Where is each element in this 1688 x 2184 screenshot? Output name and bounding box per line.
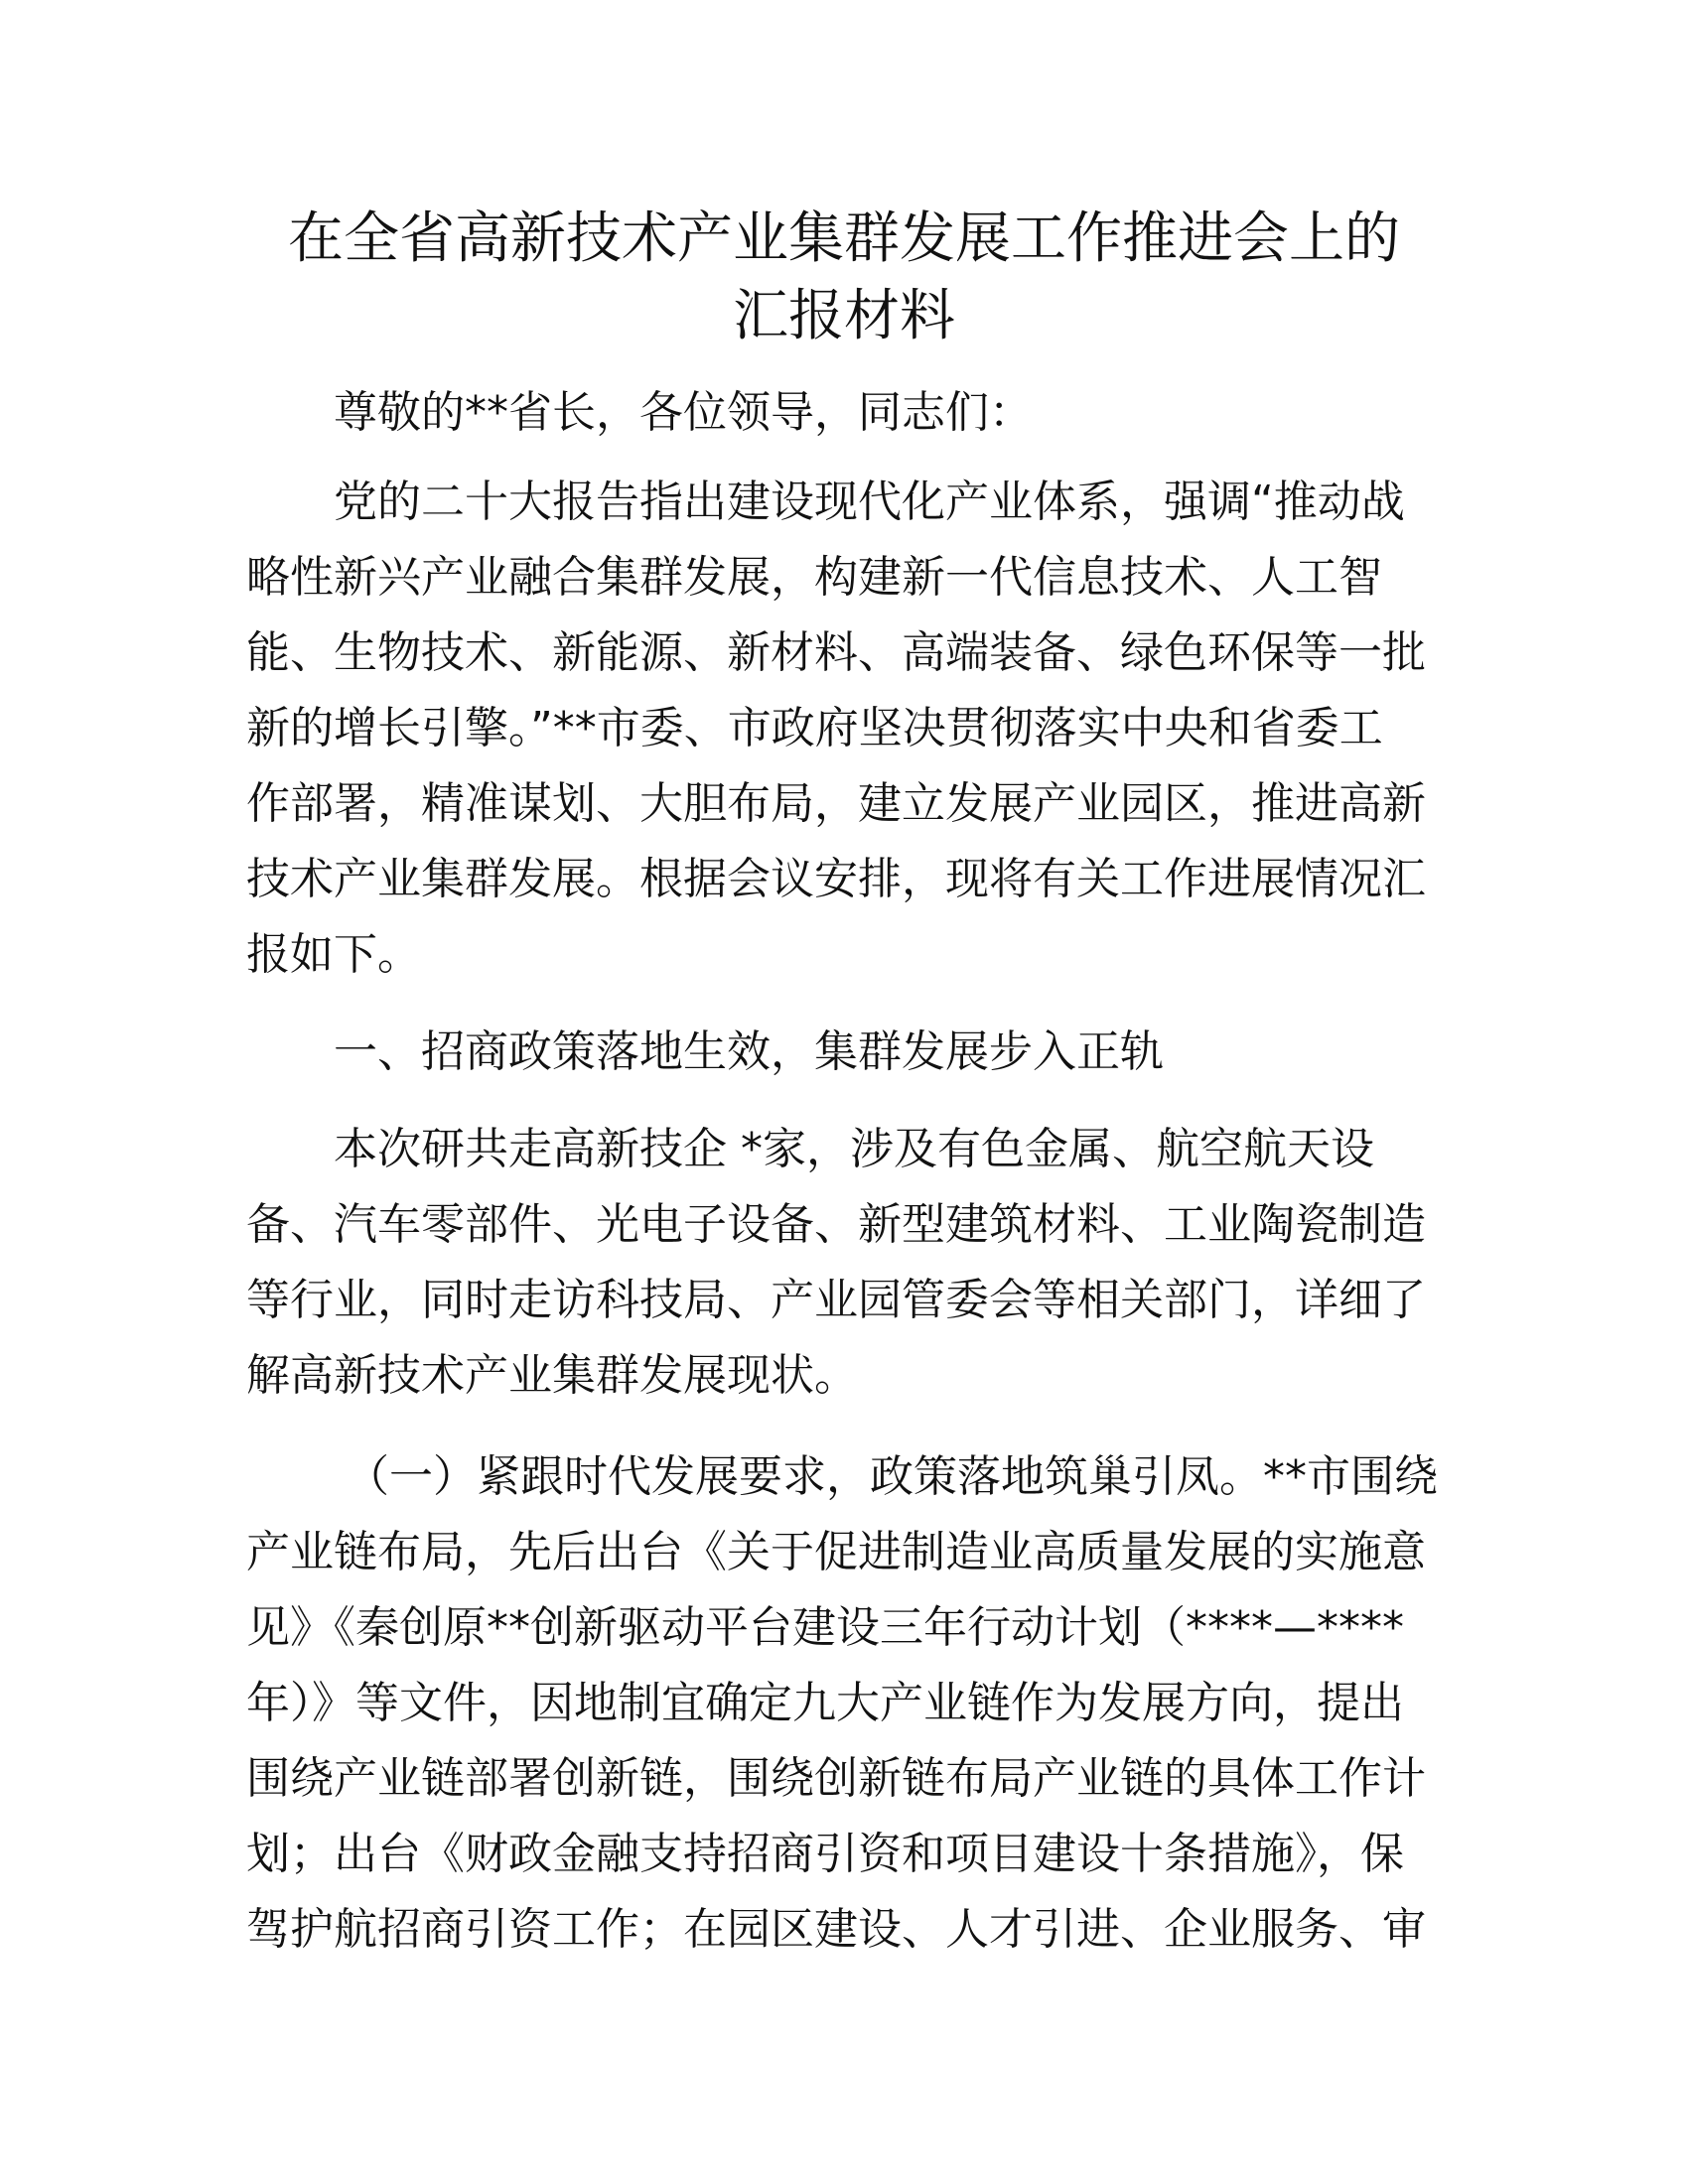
paragraph-1-line: 新的增长引擎。”**市委、市政府坚决贯彻落实中央和省委工 <box>246 703 1383 753</box>
document-title-line-1: 在全省高新技术产业集群发展工作推进会上的 <box>288 206 1400 271</box>
paragraph-1-line: 党的二十大报告指出建设现代化产业体系，强调“推动战 <box>334 477 1405 527</box>
paragraph-1-line: 能、生物技术、新能源、新材料、高端装备、绿色环保等一批 <box>246 627 1426 678</box>
paragraph-2-line: 本次研共走高新技企 *家，涉及有色金属、航空航天设 <box>334 1124 1374 1174</box>
document-title-line-2: 汇报材料 <box>733 284 955 348</box>
section-heading: 一、招商政策落地生效，集群发展步入正轨 <box>334 1026 1164 1077</box>
paragraph-3-line: 产业链布局，先后出台《关于促进制造业高质量发展的实施意 <box>246 1527 1426 1577</box>
paragraph-2-line: 备、汽车零部件、光电子设备、新型建筑材料、工业陶瓷制造 <box>246 1199 1426 1250</box>
paragraph-3-line: （一）紧跟时代发展要求，政策落地筑巢引凤。**市围绕 <box>346 1451 1438 1502</box>
salutation: 尊敬的**省长，各位领导，同志们： <box>334 387 1033 438</box>
paragraph-1-line: 技术产业集群发展。根据会议安排，现将有关工作进展情况汇 <box>246 854 1426 904</box>
paragraph-2-line: 等行业，同时走访科技局、产业园管委会等相关部门，详细了 <box>246 1275 1426 1325</box>
paragraph-3-line: 见》《秦创原**创新驱动平台建设三年行动计划（****—**** <box>246 1602 1404 1653</box>
paragraph-1-line: 报如下。 <box>246 929 421 980</box>
paragraph-3-line: 年）》等文件，因地制宜确定九大产业链作为发展方向，提出 <box>246 1678 1404 1728</box>
paragraph-3-line: 驾护航招商引资工作；在园区建设、人才引进、企业服务、审 <box>246 1904 1426 1955</box>
paragraph-3-line: 围绕产业链部署创新链，围绕创新链布局产业链的具体工作计 <box>246 1753 1426 1804</box>
paragraph-2-line: 解高新技术产业集群发展现状。 <box>246 1350 858 1401</box>
paragraph-1-line: 略性新兴产业融合集群发展，构建新一代信息技术、人工智 <box>246 552 1382 603</box>
paragraph-3-line: 划；出台《财政金融支持招商引资和项目建设十条措施》，保 <box>246 1829 1404 1879</box>
paragraph-1-line: 作部署，精准谋划、大胆布局，建立发展产业园区，推进高新 <box>246 778 1426 829</box>
